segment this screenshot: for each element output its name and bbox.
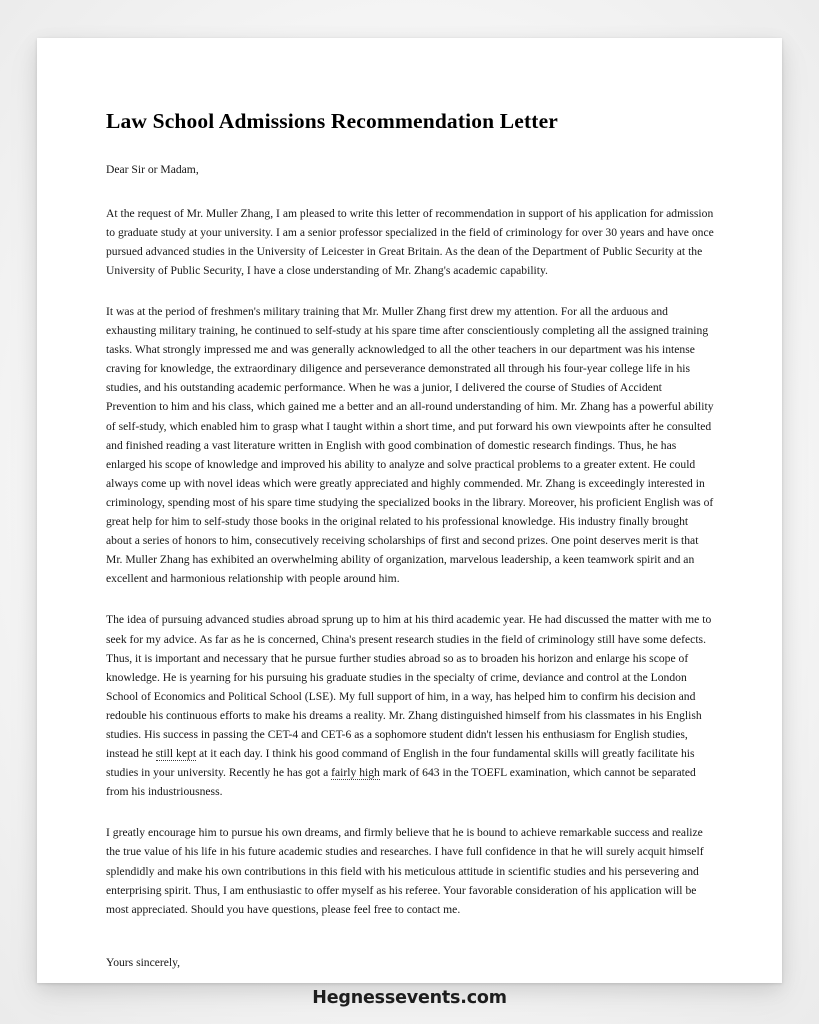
- document-body: [106, 110, 714, 972]
- paragraph-3-segment-1: The idea of pursuing advanced studies abroad sprung up to him at his third academic year. He had discussed the matter with me to seek for my advice. As far as he is concerned, China's present research studies in the field of criminology still have some defects. Thus, it is important and necessary that he pursue further studies abroad so as to broaden his horizon and enlarge his scope of knowledge. He is yearning for his pursuing his graduate studies in the specialty of crime, deviance and control at the London School of Economics and Political School (LSE). My full support of him, in a way, has helped him to confirm his decision and redouble his continuous efforts to make his dreams a reality. Mr. Zhang distinguished himself from his classmates in his English studies. His success in passing the CET-4 and CET-6 as a sophomore student didn't lessen his enthusiasm for English studies, instead he: [106, 613, 712, 761]
- document-page: [37, 38, 782, 983]
- footer-watermark: Hegnessevents.com: [312, 988, 507, 1008]
- paragraph-3-segment-2: at it each day. I think his good command of English in the four fundamental skills will greatly facilitate his studies in your university. Recently he has got a: [106, 747, 695, 780]
- body-paragraph-4: I greatly encourage him to pursue his own dreams, and firmly believe that he is bound to achieve remarkable success and realize the true value of his life in his future academic studies and researches. I have full confidence in that he will surely acquit himself splendidly and make his own contributions in this field with his meticulous attitude in scientific studies and his persevering and enterprising spirit. Thus, I am enthusiastic to offer myself as his referee. Your favorable consideration of his application will be most appreciated. Should you have questions, please feel free to contact me.: [106, 826, 704, 916]
- body-paragraph-2: It was at the period of freshmen's military training that Mr. Muller Zhang first drew my attention. For all the arduous and exhausting military training, he continued to self-study at his spare time after conscientiously completing all the assigned training tasks. What strongly impressed me and was generally acknowledged to all the other teachers in our department was his intense craving for knowledge, the extraordinary diligence and perseverance demonstrated all through his four-year college life in his studies, and his outstanding academic performance. When he was a junior, I delivered the course of Studies of Accident Prevention to him and his class, which gained me a better and an all-round understanding of him. Mr. Zhang has a powerful ability of self-study, which enabled him to grasp what I taught within a short time, and put forward his own viewpoints after he consulted and finished reading a vast literature written in English with good combination of domestic research findings. Thus, he has enlarged his scope of knowledge and improved his ability to analyze and solve practical problems to a greater extent. He could always come up with novel ideas which were greatly appreciated and highly commended. Mr. Zhang is exceedingly interested in criminology, spending most of his spare time studying the specialized books in the library. Moreover, his proficient English was of great help for him to self-study those books in the original related to his professional knowledge. His industry finally brought about a series of honors to him, consecutively receiving scholarships of first and second prizes. One point deserves merit is that Mr. Muller Zhang has exhibited an overwhelming ability of organization, marvelous leadership, a keen teamwork spirit and an excellent and harmonious relationship with people around him.: [106, 305, 714, 586]
- paragraph-3-segment-3: mark of 643 in the TOEFL examination, which cannot be separated from his industriousness.: [106, 766, 696, 799]
- body-paragraph-1: At the request of Mr. Muller Zhang, I am pleased to write this letter of recommendation in support of his application for admission to graduate study at your university. I am a senior professor specialized in the field of criminology for over 30 years and have once pursued advanced studies in the University of Leicester in Great Britain. As the dean of the Department of Public Security at the University of Public Security, I have a close understanding of Mr. Zhang's academic capability.: [106, 206, 714, 277]
- salutation-line: Dear Sir or Madam,: [106, 162, 199, 176]
- body-paragraph-3: [106, 610, 714, 801]
- spellcheck-marked-text-still-kept: still kept: [155, 747, 197, 761]
- spellcheck-marked-text-fairly-high: fairly high: [331, 766, 380, 780]
- page-title: Law School Admissions Recommendation Letter: [106, 109, 558, 133]
- closing-line: Yours sincerely,: [106, 955, 181, 969]
